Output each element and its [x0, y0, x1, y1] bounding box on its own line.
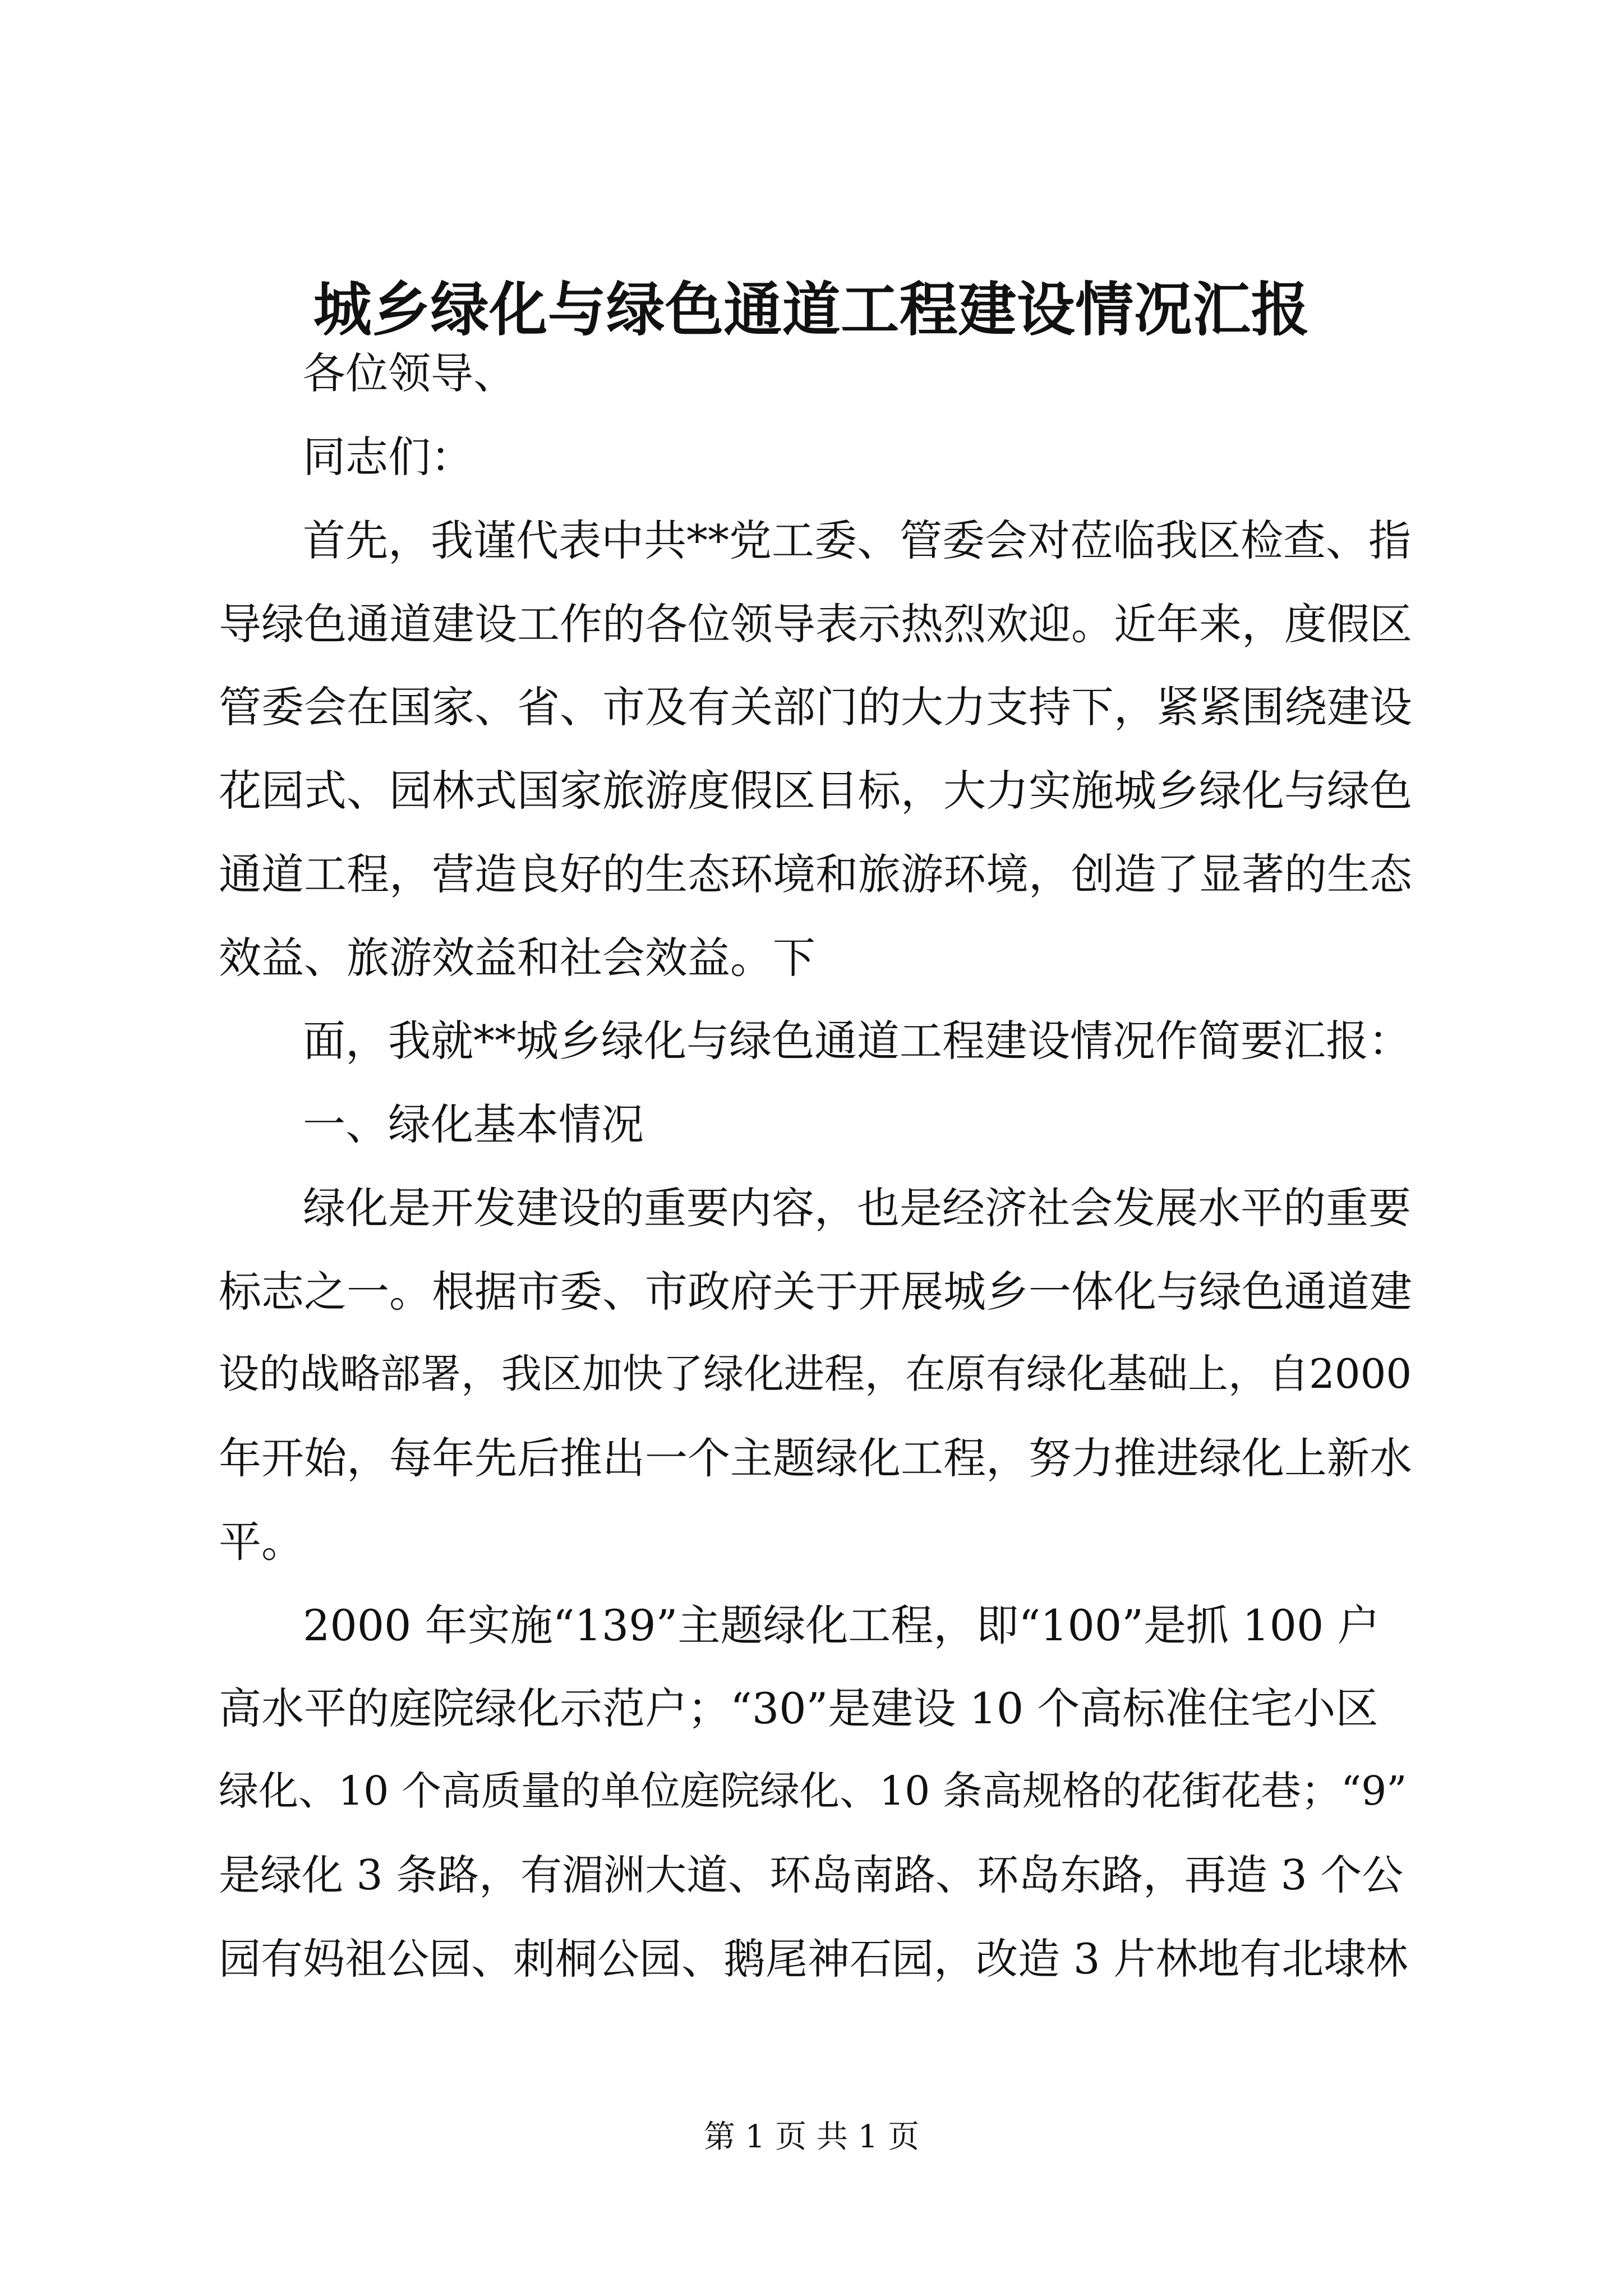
paragraph-line: 花园式、园林式国家旅游度假区目标，大力实施城乡绿化与绿色 [219, 766, 1412, 816]
paragraph-line: 管委会在国家、省、市及有关部门的大力支持下，紧紧围绕建设 [219, 682, 1412, 732]
section-heading: 一、绿化基本情况 [303, 1099, 644, 1149]
paragraph-line: 平。 [219, 1517, 304, 1567]
paragraph-line: 设的战略部署，我区加快了绿化进程，在原有绿化基础上，自2000 [219, 1350, 1412, 1397]
paragraph-line: 是绿化 3 条路，有湄洲大道、环岛南路、环岛东路，再造 3 个公 [219, 1851, 1404, 1899]
paragraph-line: 效益、旅游效益和社会效益。下 [219, 933, 815, 983]
paragraph-line: 面，我就**城乡绿化与绿色通道工程建设情况作简要汇报： [303, 1016, 1411, 1066]
paragraph-line: 绿化是开发建设的重要内容，也是经济社会发展水平的重要 [303, 1183, 1411, 1233]
paragraph-line: 导绿色通道建设工作的各位领导表示热烈欢迎。近年来，度假区 [219, 599, 1412, 649]
paragraph-line: 绿化、10 个高质量的单位庭院绿化、10 条高规格的花街花巷；“9” [219, 1768, 1407, 1814]
salutation-line-2: 同志们： [303, 432, 473, 482]
paragraph-line: 标志之一。根据市委、市政府关于开展城乡一体化与绿色通道建 [219, 1267, 1412, 1317]
document-title: 城乡绿化与绿色通道工程建设情况汇报 [313, 275, 1310, 344]
paragraph-line: 年开始，每年先后推出一个主题绿化工程，努力推进绿化上新水 [219, 1433, 1412, 1483]
paragraph-line: 首先，我谨代表中共**党工委、管委会对莅临我区检查、指 [303, 516, 1411, 565]
paragraph-line: 2000 年实施“139”主题绿化工程，即“100”是抓 100 户 [303, 1600, 1380, 1650]
paragraph-line: 园有妈祖公园、刺桐公园、鹅尾神石园，改造 3 片林地有北埭林 [219, 1934, 1408, 1984]
salutation-line-1: 各位领导、 [303, 348, 516, 398]
page-footer: 第 1 页 共 1 页 [703, 2119, 920, 2155]
paragraph-line: 通道工程，营造良好的生态环境和旅游环境，创造了显著的生态 [219, 849, 1412, 899]
paragraph-line: 高水平的庭院绿化示范户；“30”是建设 10 个高标准住宅小区 [219, 1683, 1378, 1733]
